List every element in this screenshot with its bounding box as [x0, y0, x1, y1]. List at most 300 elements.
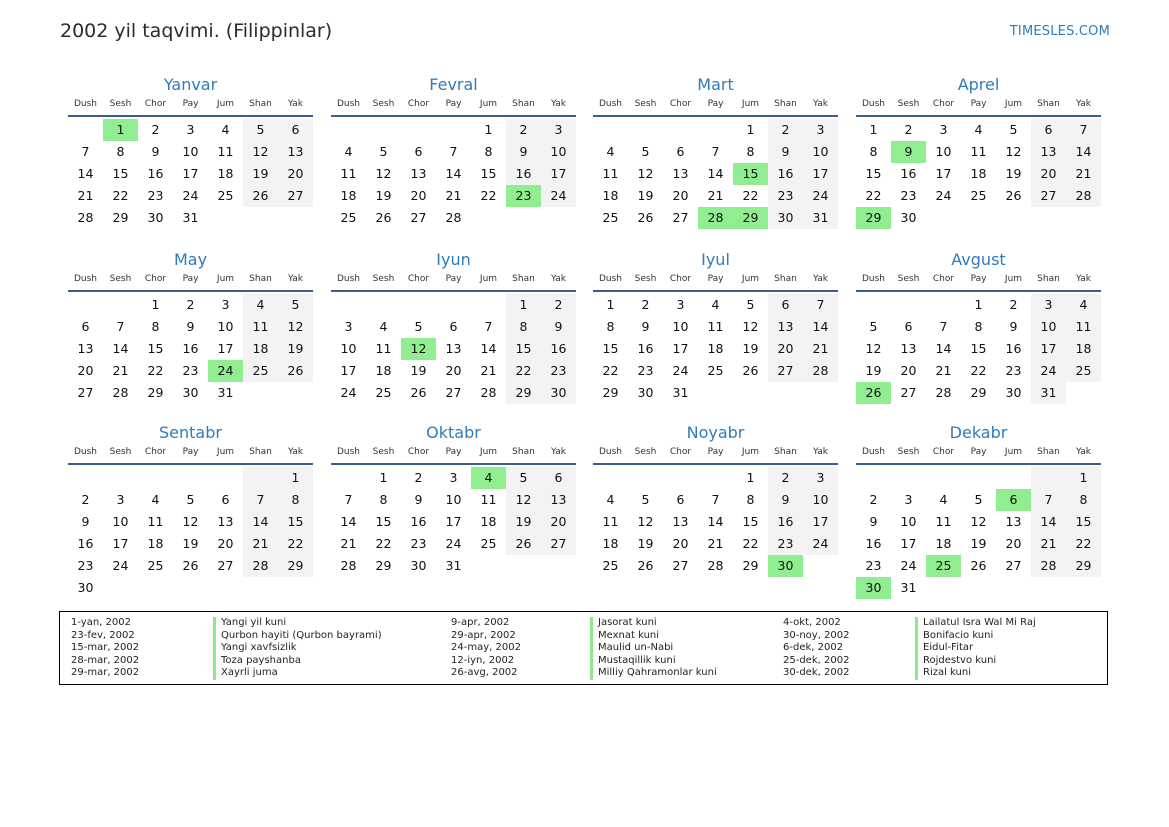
day-cell[interactable]: 29 — [602, 385, 619, 400]
day-cell[interactable]: 8 — [379, 492, 388, 507]
day-cell[interactable]: 13 — [217, 514, 234, 529]
day-cell[interactable]: 25 — [707, 363, 724, 378]
day-cell[interactable]: 14 — [480, 341, 497, 356]
day-cell[interactable]: 23 — [637, 363, 654, 378]
day-cell[interactable]: 14 — [243, 511, 278, 533]
day-cell[interactable]: 31 — [900, 580, 917, 595]
day-cell[interactable]: 16 — [900, 166, 917, 181]
day-cell[interactable]: 6 — [81, 319, 90, 334]
day-cell[interactable]: 20 — [672, 188, 689, 203]
day-cell[interactable]: 9 — [869, 514, 878, 529]
day-cell[interactable]: 26 — [410, 385, 427, 400]
day-cell[interactable]: 26 — [970, 558, 987, 573]
day-cell[interactable]: 8 — [746, 144, 755, 159]
day-cell[interactable]: 13 — [1031, 141, 1066, 163]
day-cell[interactable]: 23 — [768, 533, 803, 555]
day-cell[interactable]: 24 — [803, 533, 838, 555]
day-cell[interactable]: 7 — [344, 492, 353, 507]
day-cell[interactable]: 7 — [449, 144, 458, 159]
day-cell[interactable]: 16 — [541, 338, 576, 360]
day-cell[interactable]: 4 — [974, 122, 983, 137]
day-cell[interactable]: 9 — [768, 141, 803, 163]
day-cell[interactable]: 30 — [856, 577, 891, 599]
day-cell[interactable]: 17 — [900, 536, 917, 551]
day-cell[interactable]: 12 — [375, 166, 392, 181]
day-cell[interactable]: 8 — [116, 144, 125, 159]
day-cell[interactable]: 21 — [112, 363, 129, 378]
day-cell[interactable]: 6 — [676, 144, 685, 159]
day-cell[interactable]: 16 — [768, 511, 803, 533]
day-cell[interactable]: 10 — [217, 319, 234, 334]
day-cell[interactable]: 6 — [1031, 119, 1066, 141]
day-cell[interactable]: 28 — [243, 555, 278, 577]
day-cell[interactable]: 19 — [970, 536, 987, 551]
day-cell[interactable]: 2 — [414, 470, 423, 485]
day-cell[interactable]: 10 — [112, 514, 129, 529]
day-cell[interactable]: 2 — [186, 297, 195, 312]
day-cell[interactable]: 8 — [974, 319, 983, 334]
day-cell[interactable]: 21 — [1031, 533, 1066, 555]
day-cell[interactable]: 21 — [707, 188, 724, 203]
day-cell[interactable]: 11 — [602, 514, 619, 529]
day-cell[interactable]: 25 — [147, 558, 164, 573]
day-cell[interactable]: 11 — [970, 144, 987, 159]
day-cell[interactable]: 11 — [602, 166, 619, 181]
day-cell[interactable]: 15 — [733, 163, 768, 185]
day-cell[interactable]: 21 — [1066, 163, 1101, 185]
day-cell[interactable]: 1 — [606, 297, 615, 312]
day-cell[interactable]: 1 — [746, 122, 755, 137]
day-cell[interactable]: 30 — [637, 385, 654, 400]
day-cell[interactable]: 1 — [103, 119, 138, 141]
day-cell[interactable]: 11 — [243, 316, 278, 338]
day-cell[interactable]: 13 — [410, 166, 427, 181]
day-cell[interactable]: 22 — [970, 363, 987, 378]
day-cell[interactable]: 8 — [506, 316, 541, 338]
day-cell[interactable]: 30 — [768, 555, 803, 577]
day-cell[interactable]: 17 — [672, 341, 689, 356]
day-cell[interactable]: 23 — [1005, 363, 1022, 378]
day-cell[interactable]: 29 — [112, 210, 129, 225]
day-cell[interactable]: 6 — [414, 144, 423, 159]
day-cell[interactable]: 4 — [711, 297, 720, 312]
day-cell[interactable]: 3 — [449, 470, 458, 485]
day-cell[interactable]: 12 — [401, 338, 436, 360]
day-cell[interactable]: 16 — [865, 536, 882, 551]
day-cell[interactable]: 1 — [379, 470, 388, 485]
day-cell[interactable]: 9 — [1009, 319, 1018, 334]
day-cell[interactable]: 2 — [151, 122, 160, 137]
day-cell[interactable]: 27 — [1031, 185, 1066, 207]
day-cell[interactable]: 21 — [243, 533, 278, 555]
day-cell[interactable]: 7 — [711, 144, 720, 159]
day-cell[interactable]: 7 — [1031, 489, 1066, 511]
day-cell[interactable]: 17 — [340, 363, 357, 378]
day-cell[interactable]: 22 — [375, 536, 392, 551]
day-cell[interactable]: 29 — [506, 382, 541, 404]
day-cell[interactable]: 11 — [375, 341, 392, 356]
day-cell[interactable]: 22 — [147, 363, 164, 378]
day-cell[interactable]: 10 — [803, 141, 838, 163]
day-cell[interactable]: 25 — [602, 210, 619, 225]
day-cell[interactable]: 1 — [1066, 467, 1101, 489]
day-cell[interactable]: 11 — [147, 514, 164, 529]
day-cell[interactable]: 20 — [672, 536, 689, 551]
day-cell[interactable]: 4 — [379, 319, 388, 334]
day-cell[interactable]: 27 — [1005, 558, 1022, 573]
day-cell[interactable]: 3 — [1031, 294, 1066, 316]
day-cell[interactable]: 6 — [541, 467, 576, 489]
day-cell[interactable]: 12 — [637, 166, 654, 181]
day-cell[interactable]: 26 — [278, 360, 313, 382]
day-cell[interactable]: 20 — [768, 338, 803, 360]
day-cell[interactable]: 2 — [506, 119, 541, 141]
day-cell[interactable]: 7 — [1066, 119, 1101, 141]
day-cell[interactable]: 26 — [856, 382, 891, 404]
day-cell[interactable]: 16 — [637, 341, 654, 356]
day-cell[interactable]: 18 — [375, 363, 392, 378]
day-cell[interactable]: 31 — [182, 210, 199, 225]
day-cell[interactable]: 10 — [672, 319, 689, 334]
day-cell[interactable]: 24 — [445, 536, 462, 551]
day-cell[interactable]: 30 — [541, 382, 576, 404]
day-cell[interactable]: 8 — [606, 319, 615, 334]
day-cell[interactable]: 27 — [217, 558, 234, 573]
day-cell[interactable]: 23 — [541, 360, 576, 382]
day-cell[interactable]: 28 — [1031, 555, 1066, 577]
day-cell[interactable]: 7 — [803, 294, 838, 316]
day-cell[interactable]: 17 — [935, 166, 952, 181]
day-cell[interactable]: 10 — [900, 514, 917, 529]
day-cell[interactable]: 14 — [445, 166, 462, 181]
day-cell[interactable]: 4 — [344, 144, 353, 159]
day-cell[interactable]: 4 — [471, 467, 506, 489]
day-cell[interactable]: 14 — [1031, 511, 1066, 533]
day-cell[interactable]: 23 — [410, 536, 427, 551]
day-cell[interactable]: 19 — [865, 363, 882, 378]
day-cell[interactable]: 22 — [506, 360, 541, 382]
day-cell[interactable]: 26 — [375, 210, 392, 225]
day-cell[interactable]: 14 — [935, 341, 952, 356]
day-cell[interactable]: 11 — [707, 319, 724, 334]
day-cell[interactable]: 26 — [506, 533, 541, 555]
day-cell[interactable]: 28 — [445, 210, 462, 225]
day-cell[interactable]: 19 — [506, 511, 541, 533]
day-cell[interactable]: 11 — [935, 514, 952, 529]
day-cell[interactable]: 5 — [186, 492, 195, 507]
day-cell[interactable]: 17 — [217, 341, 234, 356]
day-cell[interactable]: 19 — [742, 341, 759, 356]
day-cell[interactable]: 26 — [637, 558, 654, 573]
day-cell[interactable]: 10 — [541, 141, 576, 163]
day-cell[interactable]: 29 — [733, 207, 768, 229]
day-cell[interactable]: 18 — [602, 188, 619, 203]
day-cell[interactable]: 18 — [970, 166, 987, 181]
day-cell[interactable]: 28 — [935, 385, 952, 400]
day-cell[interactable]: 3 — [221, 297, 230, 312]
day-cell[interactable]: 3 — [676, 297, 685, 312]
day-cell[interactable]: 5 — [506, 467, 541, 489]
day-cell[interactable]: 14 — [340, 514, 357, 529]
day-cell[interactable]: 2 — [81, 492, 90, 507]
day-cell[interactable]: 28 — [707, 558, 724, 573]
day-cell[interactable]: 15 — [147, 341, 164, 356]
day-cell[interactable]: 27 — [278, 185, 313, 207]
day-cell[interactable]: 18 — [707, 341, 724, 356]
day-cell[interactable]: 19 — [1005, 166, 1022, 181]
day-cell[interactable]: 8 — [869, 144, 878, 159]
day-cell[interactable]: 2 — [641, 297, 650, 312]
day-cell[interactable]: 27 — [541, 533, 576, 555]
day-cell[interactable]: 18 — [340, 188, 357, 203]
day-cell[interactable]: 21 — [340, 536, 357, 551]
day-cell[interactable]: 9 — [186, 319, 195, 334]
day-cell[interactable]: 29 — [278, 555, 313, 577]
day-cell[interactable]: 8 — [1066, 489, 1101, 511]
day-cell[interactable]: 5 — [869, 319, 878, 334]
day-cell[interactable]: 22 — [742, 188, 759, 203]
day-cell[interactable]: 27 — [77, 385, 94, 400]
day-cell[interactable]: 25 — [1066, 360, 1101, 382]
day-cell[interactable]: 18 — [243, 338, 278, 360]
day-cell[interactable]: 23 — [77, 558, 94, 573]
day-cell[interactable]: 20 — [541, 511, 576, 533]
day-cell[interactable]: 10 — [1031, 316, 1066, 338]
day-cell[interactable]: 21 — [77, 188, 94, 203]
day-cell[interactable]: 13 — [672, 514, 689, 529]
day-cell[interactable]: 15 — [112, 166, 129, 181]
day-cell[interactable]: 8 — [484, 144, 493, 159]
day-cell[interactable]: 26 — [637, 210, 654, 225]
day-cell[interactable]: 25 — [340, 210, 357, 225]
day-cell[interactable]: 23 — [147, 188, 164, 203]
day-cell[interactable]: 28 — [77, 210, 94, 225]
day-cell[interactable]: 4 — [606, 492, 615, 507]
day-cell[interactable]: 21 — [707, 536, 724, 551]
day-cell[interactable]: 25 — [926, 555, 961, 577]
day-cell[interactable]: 22 — [480, 188, 497, 203]
day-cell[interactable]: 23 — [506, 185, 541, 207]
day-cell[interactable]: 19 — [637, 188, 654, 203]
day-cell[interactable]: 9 — [768, 489, 803, 511]
day-cell[interactable]: 10 — [340, 341, 357, 356]
day-cell[interactable]: 11 — [340, 166, 357, 181]
day-cell[interactable]: 18 — [480, 514, 497, 529]
day-cell[interactable]: 17 — [112, 536, 129, 551]
day-cell[interactable]: 9 — [891, 141, 926, 163]
day-cell[interactable]: 15 — [602, 341, 619, 356]
day-cell[interactable]: 25 — [217, 188, 234, 203]
day-cell[interactable]: 20 — [1031, 163, 1066, 185]
day-cell[interactable]: 23 — [768, 185, 803, 207]
day-cell[interactable]: 24 — [803, 185, 838, 207]
day-cell[interactable]: 10 — [445, 492, 462, 507]
day-cell[interactable]: 31 — [445, 558, 462, 573]
day-cell[interactable]: 12 — [865, 341, 882, 356]
day-cell[interactable]: 6 — [768, 294, 803, 316]
day-cell[interactable]: 26 — [243, 185, 278, 207]
day-cell[interactable]: 4 — [606, 144, 615, 159]
day-cell[interactable]: 5 — [379, 144, 388, 159]
day-cell[interactable]: 3 — [116, 492, 125, 507]
day-cell[interactable]: 17 — [182, 166, 199, 181]
day-cell[interactable]: 7 — [484, 319, 493, 334]
day-cell[interactable]: 30 — [410, 558, 427, 573]
day-cell[interactable]: 6 — [278, 119, 313, 141]
day-cell[interactable]: 1 — [278, 467, 313, 489]
day-cell[interactable]: 7 — [243, 489, 278, 511]
day-cell[interactable]: 18 — [1066, 338, 1101, 360]
day-cell[interactable]: 5 — [641, 144, 650, 159]
day-cell[interactable]: 13 — [900, 341, 917, 356]
day-cell[interactable]: 11 — [1066, 316, 1101, 338]
day-cell[interactable]: 6 — [904, 319, 913, 334]
day-cell[interactable]: 20 — [77, 363, 94, 378]
day-cell[interactable]: 6 — [221, 492, 230, 507]
day-cell[interactable]: 30 — [900, 210, 917, 225]
day-cell[interactable]: 3 — [541, 119, 576, 141]
day-cell[interactable]: 3 — [803, 119, 838, 141]
day-cell[interactable]: 29 — [375, 558, 392, 573]
day-cell[interactable]: 16 — [506, 163, 541, 185]
day-cell[interactable]: 11 — [217, 144, 234, 159]
day-cell[interactable]: 9 — [541, 316, 576, 338]
day-cell[interactable]: 5 — [746, 297, 755, 312]
day-cell[interactable]: 31 — [672, 385, 689, 400]
day-cell[interactable]: 12 — [506, 489, 541, 511]
day-cell[interactable]: 15 — [742, 514, 759, 529]
day-cell[interactable]: 21 — [480, 363, 497, 378]
day-cell[interactable]: 8 — [278, 489, 313, 511]
day-cell[interactable]: 24 — [900, 558, 917, 573]
day-cell[interactable]: 29 — [147, 385, 164, 400]
day-cell[interactable]: 24 — [1031, 360, 1066, 382]
day-cell[interactable]: 24 — [340, 385, 357, 400]
site-link[interactable]: TIMESLES.COM — [1009, 24, 1110, 39]
day-cell[interactable]: 1 — [869, 122, 878, 137]
day-cell[interactable]: 13 — [1005, 514, 1022, 529]
day-cell[interactable]: 28 — [1066, 185, 1101, 207]
day-cell[interactable]: 25 — [480, 536, 497, 551]
day-cell[interactable]: 31 — [1031, 382, 1066, 404]
day-cell[interactable]: 19 — [278, 338, 313, 360]
day-cell[interactable]: 22 — [278, 533, 313, 555]
day-cell[interactable]: 9 — [506, 141, 541, 163]
day-cell[interactable]: 16 — [77, 536, 94, 551]
day-cell[interactable]: 13 — [278, 141, 313, 163]
day-cell[interactable]: 1 — [746, 470, 755, 485]
day-cell[interactable]: 3 — [939, 122, 948, 137]
day-cell[interactable]: 6 — [676, 492, 685, 507]
day-cell[interactable]: 30 — [768, 207, 803, 229]
day-cell[interactable]: 18 — [602, 536, 619, 551]
day-cell[interactable]: 25 — [602, 558, 619, 573]
day-cell[interactable]: 18 — [147, 536, 164, 551]
day-cell[interactable]: 16 — [182, 341, 199, 356]
day-cell[interactable]: 12 — [1005, 144, 1022, 159]
day-cell[interactable]: 12 — [637, 514, 654, 529]
day-cell[interactable]: 13 — [445, 341, 462, 356]
day-cell[interactable]: 15 — [480, 166, 497, 181]
day-cell[interactable]: 24 — [935, 188, 952, 203]
day-cell[interactable]: 24 — [208, 360, 243, 382]
day-cell[interactable]: 26 — [742, 363, 759, 378]
day-cell[interactable]: 1 — [506, 294, 541, 316]
day-cell[interactable]: 13 — [541, 489, 576, 511]
day-cell[interactable]: 14 — [77, 166, 94, 181]
day-cell[interactable]: 2 — [904, 122, 913, 137]
day-cell[interactable]: 14 — [803, 316, 838, 338]
day-cell[interactable]: 15 — [278, 511, 313, 533]
day-cell[interactable]: 5 — [974, 492, 983, 507]
day-cell[interactable]: 15 — [865, 166, 882, 181]
day-cell[interactable]: 4 — [151, 492, 160, 507]
day-cell[interactable]: 28 — [803, 360, 838, 382]
day-cell[interactable]: 1 — [974, 297, 983, 312]
day-cell[interactable]: 18 — [935, 536, 952, 551]
day-cell[interactable]: 16 — [410, 514, 427, 529]
day-cell[interactable]: 24 — [672, 363, 689, 378]
day-cell[interactable]: 20 — [900, 363, 917, 378]
day-cell[interactable]: 26 — [1005, 188, 1022, 203]
day-cell[interactable]: 31 — [217, 385, 234, 400]
day-cell[interactable]: 17 — [541, 163, 576, 185]
day-cell[interactable]: 5 — [1009, 122, 1018, 137]
day-cell[interactable]: 7 — [116, 319, 125, 334]
day-cell[interactable]: 2 — [768, 467, 803, 489]
day-cell[interactable]: 9 — [81, 514, 90, 529]
day-cell[interactable]: 21 — [803, 338, 838, 360]
day-cell[interactable]: 15 — [970, 341, 987, 356]
day-cell[interactable]: 4 — [243, 294, 278, 316]
day-cell[interactable]: 12 — [243, 141, 278, 163]
day-cell[interactable]: 6 — [449, 319, 458, 334]
day-cell[interactable]: 29 — [856, 207, 891, 229]
day-cell[interactable]: 8 — [151, 319, 160, 334]
day-cell[interactable]: 31 — [803, 207, 838, 229]
day-cell[interactable]: 16 — [768, 163, 803, 185]
day-cell[interactable]: 3 — [186, 122, 195, 137]
day-cell[interactable]: 22 — [1066, 533, 1101, 555]
day-cell[interactable]: 5 — [278, 294, 313, 316]
day-cell[interactable]: 8 — [746, 492, 755, 507]
day-cell[interactable]: 4 — [1066, 294, 1101, 316]
day-cell[interactable]: 26 — [182, 558, 199, 573]
day-cell[interactable]: 19 — [243, 163, 278, 185]
day-cell[interactable]: 18 — [217, 166, 234, 181]
day-cell[interactable]: 11 — [480, 492, 497, 507]
day-cell[interactable]: 21 — [445, 188, 462, 203]
day-cell[interactable]: 30 — [147, 210, 164, 225]
day-cell[interactable]: 6 — [996, 489, 1031, 511]
day-cell[interactable]: 19 — [182, 536, 199, 551]
day-cell[interactable]: 10 — [935, 144, 952, 159]
day-cell[interactable]: 22 — [865, 188, 882, 203]
day-cell[interactable]: 2 — [1009, 297, 1018, 312]
day-cell[interactable]: 27 — [900, 385, 917, 400]
day-cell[interactable]: 2 — [869, 492, 878, 507]
day-cell[interactable]: 1 — [151, 297, 160, 312]
day-cell[interactable]: 16 — [1005, 341, 1022, 356]
day-cell[interactable]: 7 — [711, 492, 720, 507]
day-cell[interactable]: 4 — [221, 122, 230, 137]
day-cell[interactable]: 24 — [112, 558, 129, 573]
day-cell[interactable]: 9 — [151, 144, 160, 159]
day-cell[interactable]: 13 — [768, 316, 803, 338]
day-cell[interactable]: 27 — [410, 210, 427, 225]
day-cell[interactable]: 5 — [641, 492, 650, 507]
day-cell[interactable]: 29 — [970, 385, 987, 400]
